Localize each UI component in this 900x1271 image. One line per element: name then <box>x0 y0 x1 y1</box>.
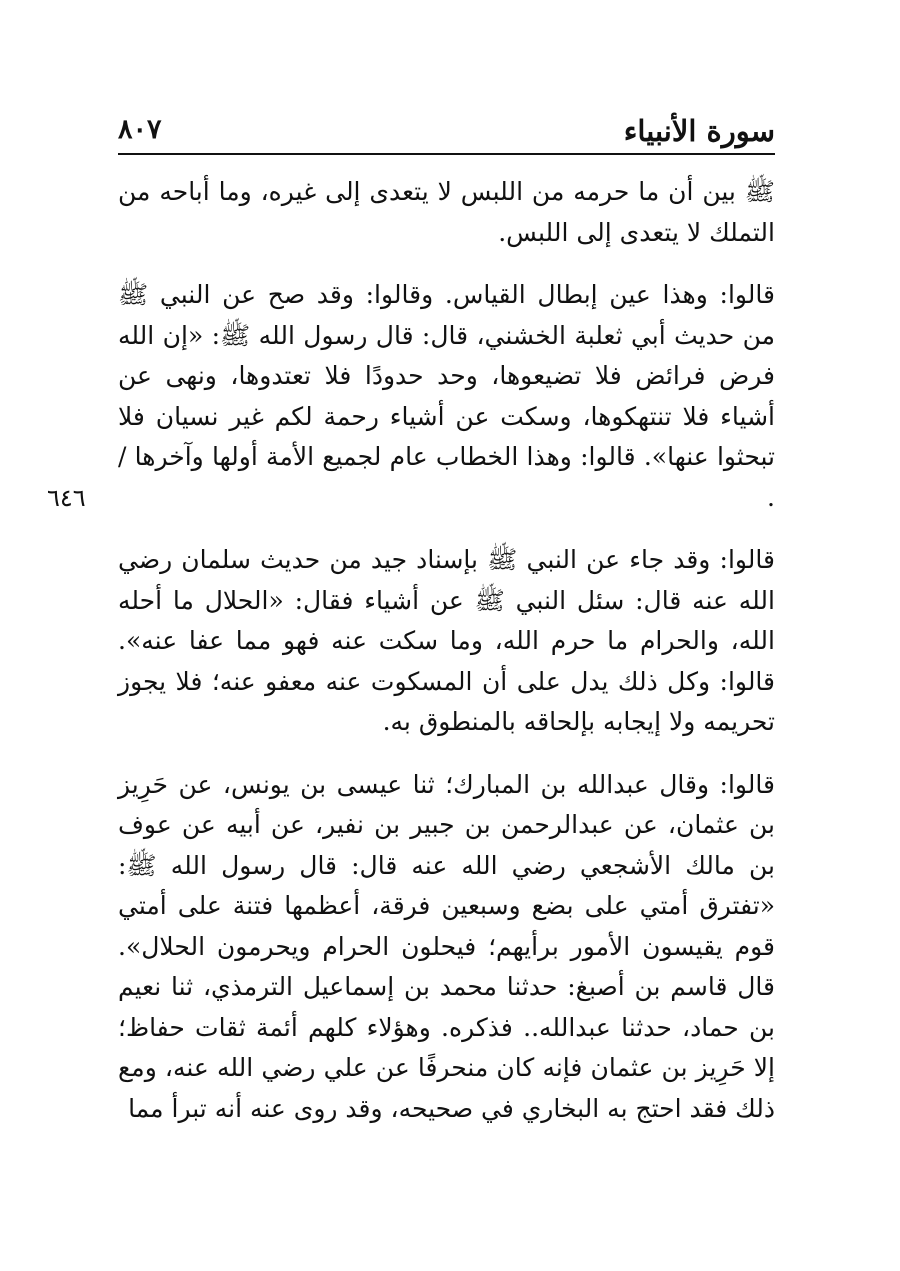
header-rule <box>118 153 775 155</box>
paragraph: ﷺ بين أن ما حرمه من اللبس لا يتعدى إلى غيره، وما أباحه من التملك لا يتعدى إلى اللبس. <box>118 177 775 247</box>
running-title: سورة الأنبياء <box>623 114 775 148</box>
page-header <box>118 110 775 150</box>
paragraph: قالوا: وهذا عين إبطال القياس. وقالوا: وقد صح عن النبي ﷺ من حديث أبي ثعلبة الخشني، قال: قال رسول الله ﷺ: «إن الله فرض فرائض فلا تضيعوها، وحد حدودًا فلا تعتدوها، ونهى عن أشياء فلا تنتهكوها، وسكت عن أشياء رحمة لكم غير نسيان فلا تبحثوا عنها». قالوا: وهذا الخطاب عام لجميع الأمة أولها وآخرها / . <box>118 280 775 512</box>
paragraph: قالوا: وقد جاء عن النبي ﷺ بإسناد جيد من حديث سلمان رضي الله عنه قال: سئل النبي ﷺ عن أشياء فقال: «الحلال ما أحله الله، والحرام ما حرم الله، وما سكت عنه فهو مما عفا عنه». قالوا: وكل ذلك يدل على أن المسكوت عنه معفو عنه؛ فلا يجوز تحريمه ولا إيجابه بإلحاقه بالمنطوق به. <box>118 545 775 736</box>
paragraph: قالوا: وقال عبدالله بن المبارك؛ ثنا عيسى بن يونس، عن حَرِيز بن عثمان، عن عبدالرحمن بن جبير بن نفير، عن أبيه عن عوف بن مالك الأشجعي رضي الله عنه قال: قال رسول الله ﷺ: «تفترق أمتي على بضع وسبعين فرقة، أعظمها فتنة على أمتي قوم يقيسون الأمور برأيهم؛ فيحلون الحرام ويحرمون الحلال». قال قاسم بن أصبغ: حدثنا محمد بن إسماعيل الترمذي، ثنا نعيم بن حماد، حدثنا عبدالله.. فذكره. وهؤلاء كلهم أئمة ثقات حفاظ؛ إلا حَرِيز بن عثمان فإنه كان منحرفًا عن علي رضي الله عنه، ومع ذلك فقد احتج به البخاري في صحيحه، وقد روى عنه أنه تبرأ مما <box>118 769 775 1123</box>
margin-page-reference: ٦٤٦ <box>47 484 86 512</box>
page-number: ٨٠٧ <box>118 114 162 145</box>
body-text <box>118 172 775 1151</box>
